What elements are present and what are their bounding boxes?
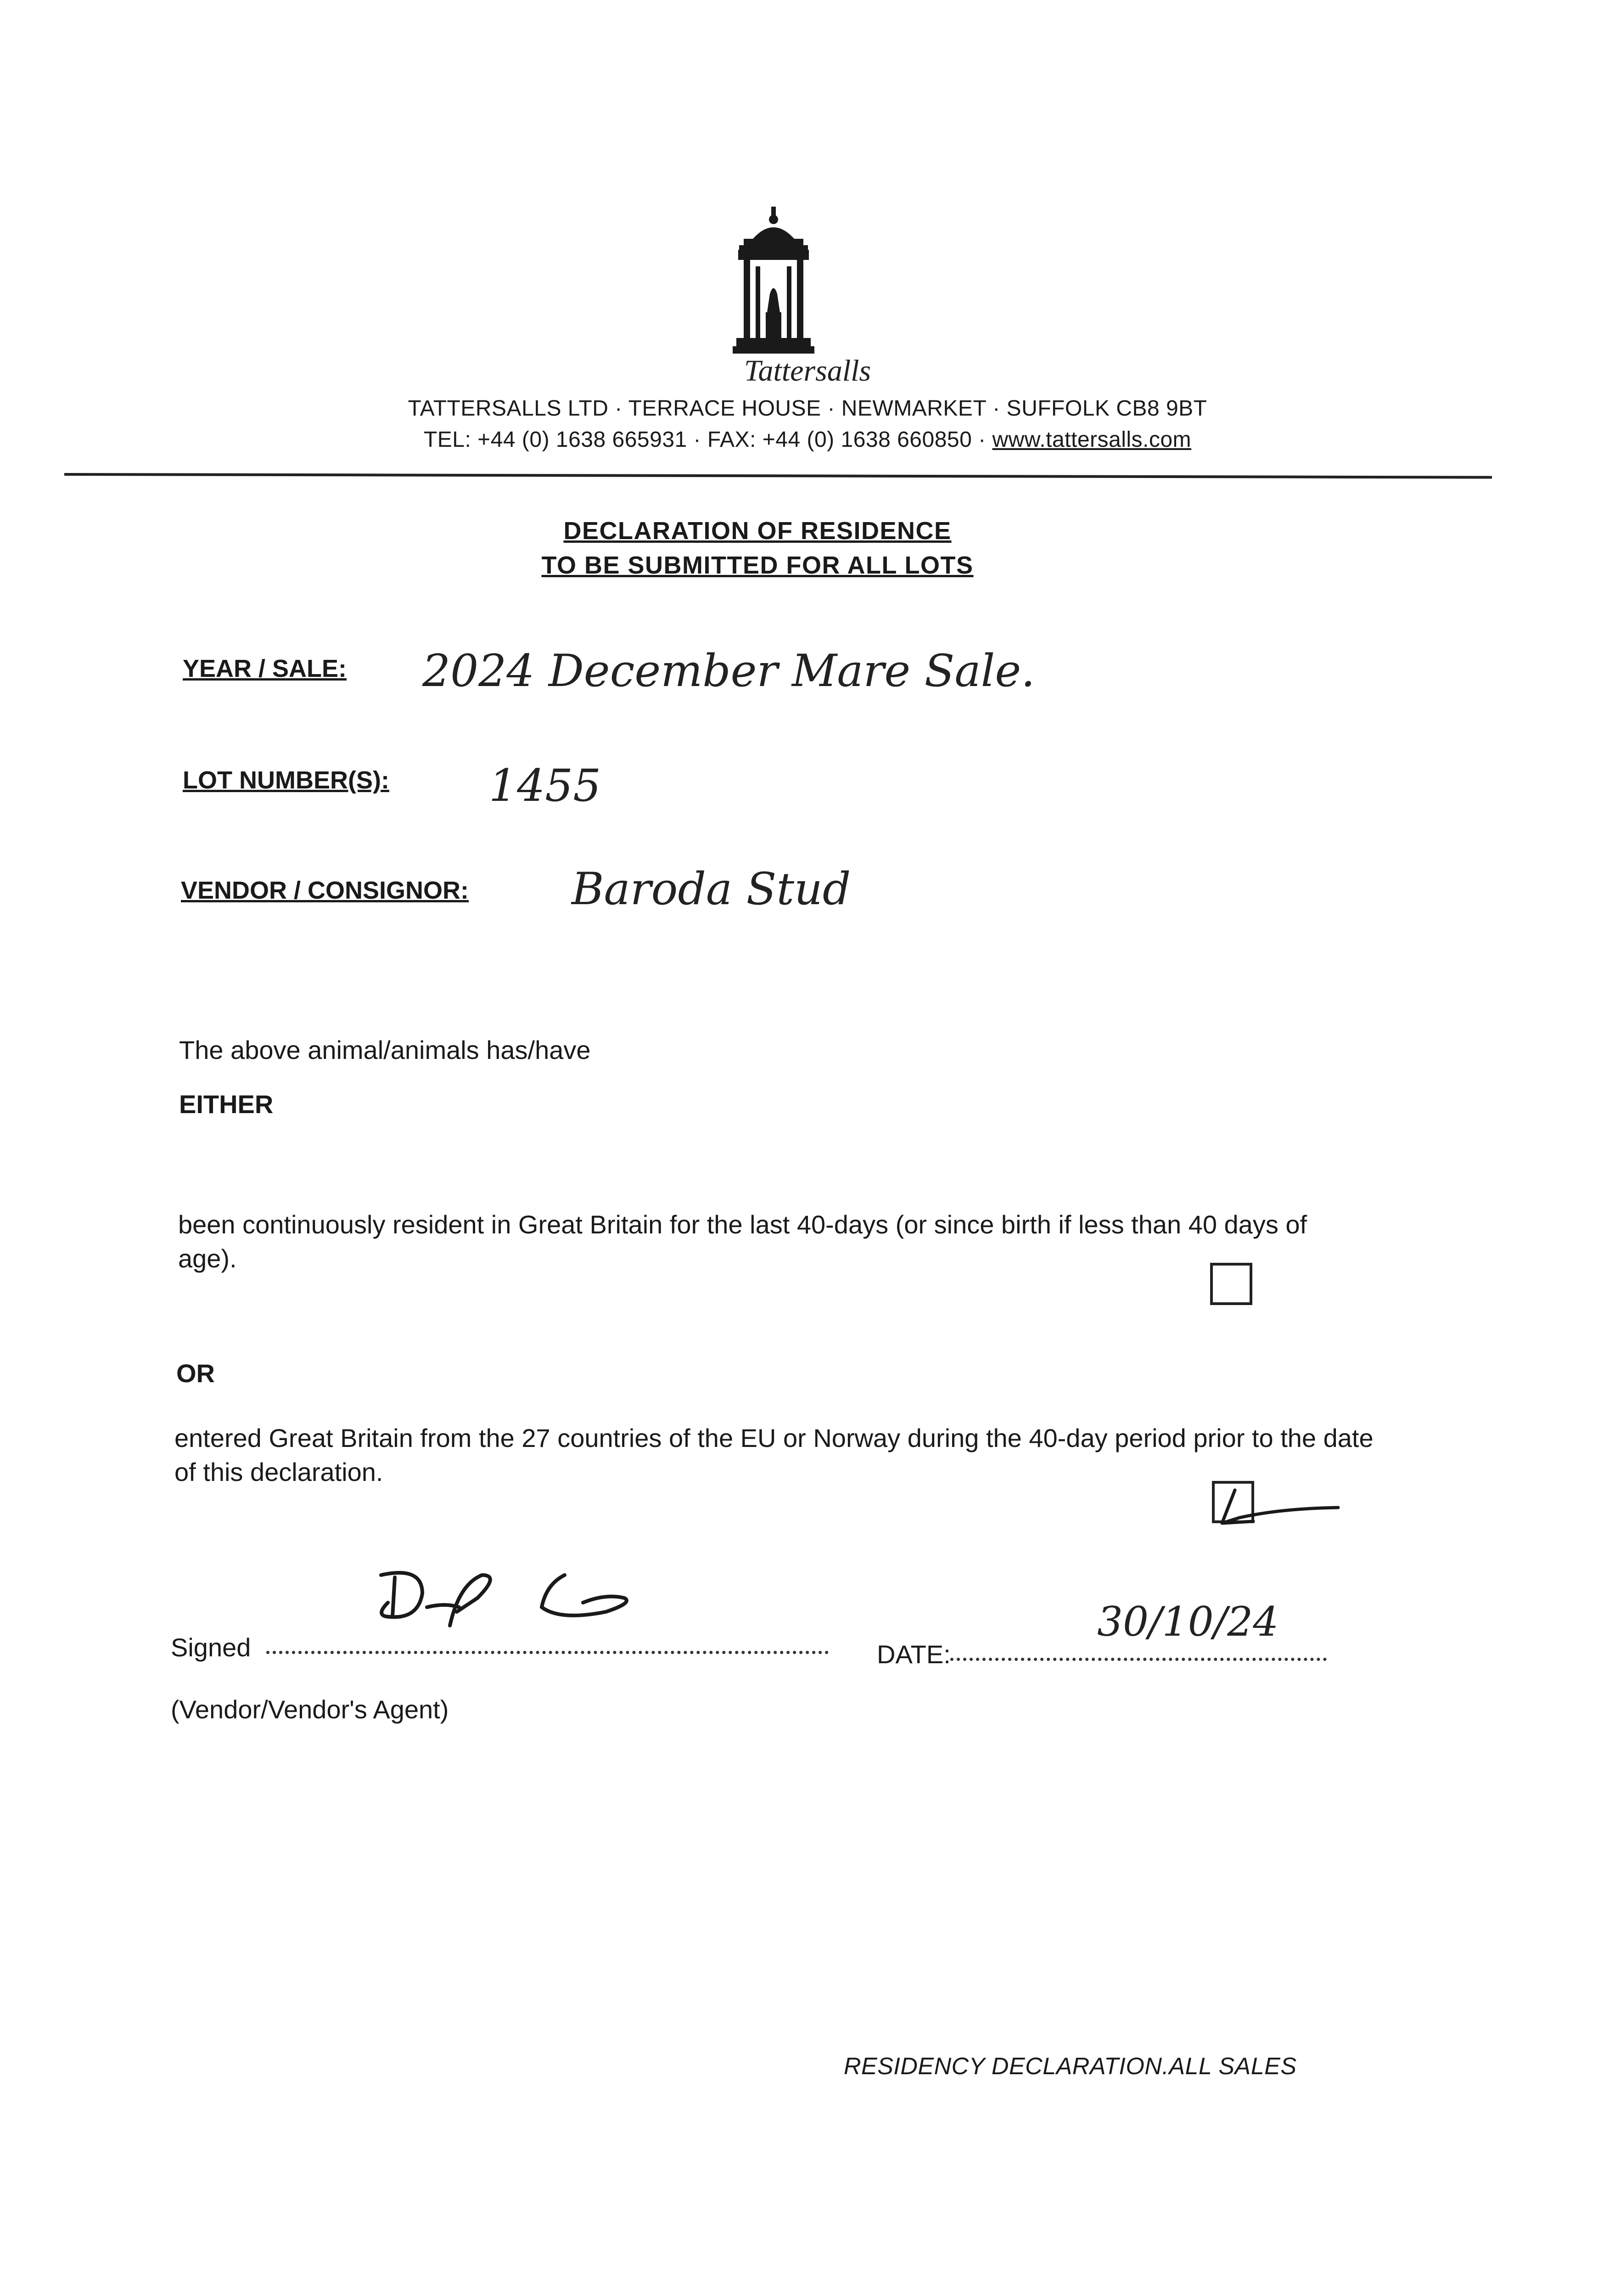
phone-fax: TEL: +44 (0) 1638 665931 · FAX: +44 (0) 1638 660850 · [423,428,993,452]
company-name: Tattersalls [744,354,871,388]
signature-line[interactable] [266,1642,829,1654]
date-line[interactable] [950,1649,1327,1661]
handwritten-signature [367,1557,661,1639]
year-sale-label: YEAR / SALE: [183,655,347,682]
lot-number-value[interactable]: 1455 [489,760,601,811]
form-name-footer: RESIDENCY DECLARATION.ALL SALES [844,2053,1297,2080]
form-title-line2: TO BE SUBMITTED FOR ALL LOTS [541,551,974,579]
form-title-line1: DECLARATION OF RESIDENCE [563,517,952,545]
or-label: OR [176,1359,215,1388]
tattersalls-cupola-logo-icon [725,207,822,372]
lot-number-label: LOT NUMBER(S): [183,766,389,794]
vendor-value[interactable]: Baroda Stud [572,863,851,915]
option1-checkbox[interactable] [1210,1263,1252,1305]
option2-text: entered Great Britain from the 27 countries of the EU or Norway during the 40-day period prior to the date of this declaration. [174,1424,1374,1486]
vendor-label: VENDOR / CONSIGNOR: [181,877,469,904]
date-value[interactable]: 30/10/24 [1097,1598,1279,1645]
website-link[interactable]: www.tattersalls.com [992,428,1192,452]
header-divider [64,473,1492,479]
year-sale-value[interactable]: 2024 December Mare Sale. [422,645,1035,697]
date-label: DATE: [877,1640,951,1669]
company-contact [0,427,1615,452]
signed-label: Signed [171,1633,251,1662]
either-label: EITHER [179,1090,274,1119]
checkmark-icon [1212,1481,1340,1531]
signer-role: (Vendor/Vendor's Agent) [171,1695,449,1724]
option1-text: been continuously resident in Great Britain for the last 40-days (or since birth if less than 40 days of age). [178,1210,1307,1273]
intro-text: The above animal/animals has/have [179,1035,591,1064]
company-address: TATTERSALLS LTD · TERRACE HOUSE · NEWMARKET · SUFFOLK CB8 9BT [408,396,1207,421]
